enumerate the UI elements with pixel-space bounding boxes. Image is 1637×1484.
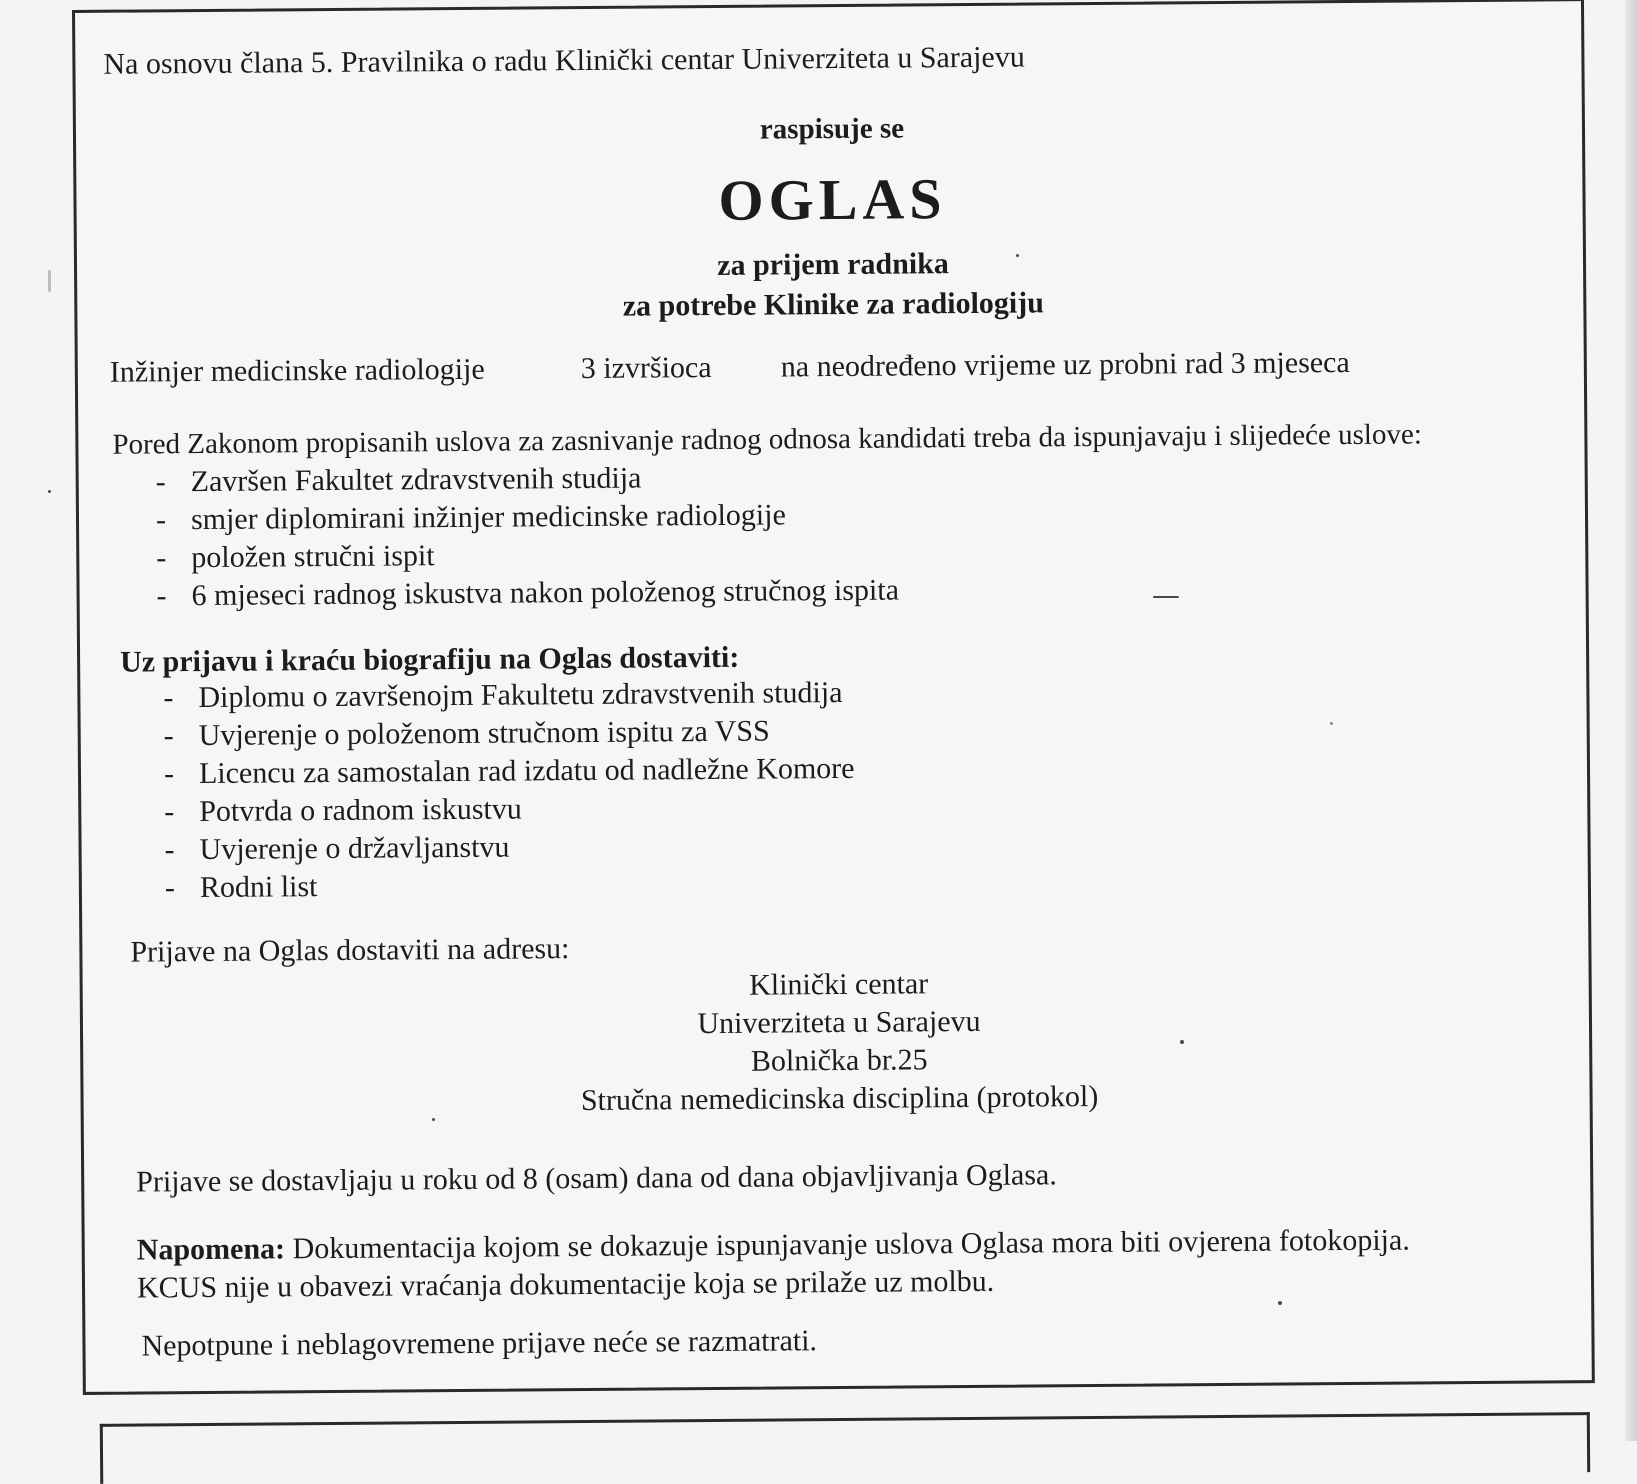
list-dash: - bbox=[163, 719, 174, 753]
address-line: Univerziteta u Sarajevu bbox=[697, 1004, 981, 1041]
list-item bbox=[160, 865, 856, 908]
list-item bbox=[151, 497, 899, 541]
note-line-1 bbox=[137, 1223, 1410, 1269]
scan-speck bbox=[432, 1118, 435, 1121]
requirement-text: položen stručni ispit bbox=[191, 539, 435, 575]
list-item bbox=[159, 827, 855, 870]
documents-title: Uz prijavu i kraću biografiju na Oglas dostaviti: bbox=[119, 640, 740, 679]
announcement-line: raspisuje se bbox=[759, 112, 905, 146]
list-dash: - bbox=[155, 503, 167, 537]
documents-list bbox=[158, 675, 855, 908]
list-dash: - bbox=[156, 579, 167, 613]
list-dash: - bbox=[164, 871, 176, 905]
scan-speck bbox=[1016, 254, 1019, 257]
position-title: Inžinjer medicinske radiologije bbox=[109, 352, 485, 389]
requirement-text: 6 mjeseci radnog iskustva nakon položenog stručnog ispita bbox=[191, 573, 900, 613]
note-line-2: KCUS nije u obavezi vraćanja dokumentacije koja se prilaže uz molbu. bbox=[136, 1264, 995, 1305]
document-text: Diplomu o završenojm Fakultetu zdravstvenih studija bbox=[198, 675, 843, 715]
closing-text: Nepotpune i neblagovremene prijave neće se razmatrati. bbox=[141, 1324, 818, 1363]
note-text: Dokumentacija kojom se dokazuje ispunjavanje uslova Oglasa mora biti ovjerena fotokopija. bbox=[284, 1223, 1410, 1266]
list-dash: - bbox=[156, 541, 167, 575]
scan-speck bbox=[1278, 1301, 1282, 1305]
position-term: na neodređeno vrijeme uz probni rad 3 mjeseca bbox=[780, 345, 1350, 384]
notice-subtitle-1: za prijem radnika bbox=[717, 247, 949, 282]
list-item bbox=[159, 713, 855, 756]
requirement-text: Završen Fakultet zdravstvenih studija bbox=[190, 461, 642, 499]
notice-subtitle-2: za potrebe Klinike za radiologiju bbox=[622, 286, 1045, 323]
position-count: 3 izvršioca bbox=[580, 350, 712, 386]
intro-line: Na osnovu člana 5. Pravilnika o radu Klinički centar Univerziteta u Sarajevu bbox=[103, 40, 1025, 81]
list-dash: - bbox=[164, 795, 175, 829]
document-text: Uvjerenje o položenom stručnom ispitu za VSS bbox=[198, 714, 770, 753]
list-dash: - bbox=[155, 465, 166, 499]
scan-speck bbox=[48, 490, 51, 493]
document-text: Uvjerenje o državljanstvu bbox=[199, 830, 510, 867]
job-notice-box bbox=[72, 0, 1595, 1395]
next-notice-box-edge bbox=[100, 1412, 1590, 1484]
requirements-list bbox=[151, 459, 900, 617]
page-edge-shadow bbox=[1625, 0, 1637, 1441]
notice-title: OGLAS bbox=[718, 166, 947, 233]
list-item bbox=[151, 535, 899, 579]
scan-speck bbox=[1330, 722, 1333, 725]
list-item bbox=[159, 789, 855, 832]
address-intro: Prijave na Oglas dostaviti na adresu: bbox=[130, 932, 570, 969]
address-line: Stručna nemedicinska disciplina (protokol) bbox=[580, 1079, 1099, 1118]
document-text: Rodni list bbox=[199, 870, 318, 905]
scan-mark bbox=[1153, 596, 1179, 598]
list-item bbox=[151, 459, 899, 503]
list-item bbox=[151, 573, 899, 617]
note-label: Napomena: bbox=[136, 1232, 286, 1267]
deadline-text: Prijave se dostavljaju u roku od 8 (osam) dana od dana objavljivanja Oglasa. bbox=[136, 1158, 1057, 1199]
document-text: Potvrda o radnom iskustvu bbox=[199, 792, 522, 829]
document-text: Licencu za samostalan rad izdatu od nadležne Komore bbox=[198, 751, 855, 791]
scan-speck bbox=[1180, 1040, 1184, 1044]
address-line: Bolnička br.25 bbox=[750, 1043, 928, 1078]
list-item bbox=[159, 751, 855, 794]
list-dash: - bbox=[163, 681, 174, 715]
scan-mark bbox=[48, 270, 51, 292]
list-item bbox=[158, 675, 854, 718]
address-line: Klinički centar bbox=[749, 967, 929, 1002]
requirements-intro: Pored Zakonom propisanih uslova za zasnivanje radnog odnosa kandidati treba da ispunjavaju i slijedeće uslove: bbox=[112, 418, 1422, 461]
list-dash: - bbox=[164, 833, 175, 867]
list-dash: - bbox=[163, 757, 175, 791]
requirement-text: smjer diplomirani inžinjer medicinske radiologije bbox=[190, 498, 786, 537]
